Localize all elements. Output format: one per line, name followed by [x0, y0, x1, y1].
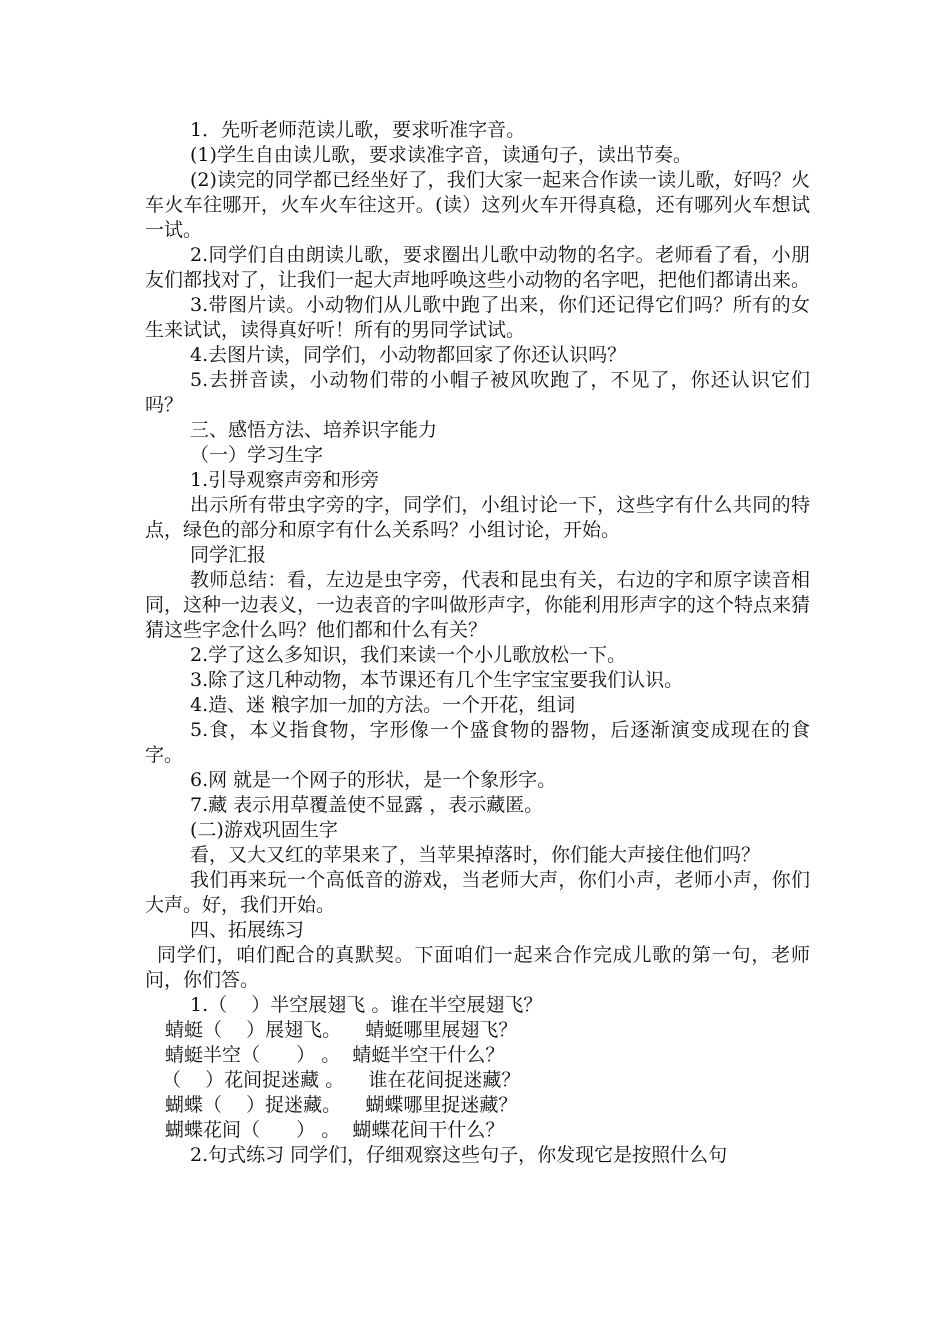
- paragraph: 2.同学们自由朗读儿歌，要求圈出儿歌中动物的名字。老师看了看，小朋友们都找对了，让我们一起大声地呼唤这些小动物的名字吧，把他们都请出来。: [145, 244, 811, 291]
- paragraph: 1．先听老师范读儿歌，要求听准字音。: [190, 119, 526, 141]
- paragraph: 教师总结：看，左边是虫字旁，代表和昆虫有关，右边的字和原字读音相同，这种一边表义，一边表音的字叫做形声字，你能利用形声字的这个特点来猜猜这些字念什么吗？他们都和什么有关？: [145, 569, 811, 641]
- section-heading: 三、感悟方法、培养识字能力: [190, 419, 438, 441]
- paragraph: 2.句式练习 同学们，仔细观察这些句子，你发现它是按照什么句: [190, 1144, 728, 1166]
- exercise-line: 蜻蜓（ ）展翅飞。 蜻蜓哪里展翅飞？: [165, 1019, 518, 1041]
- paragraph: 同学们，咱们配合的真默契。下面咱们一起来合作完成儿歌的第一句，老师问，你们答。: [145, 944, 810, 991]
- section-heading: 四、拓展练习: [190, 919, 305, 941]
- paragraph: 6.网 就是一个网子的形状，是一个象形字。: [190, 769, 557, 791]
- paragraph: 出示所有带虫字旁的字，同学们，小组讨论一下，这些字有什么共同的特点，绿色的部分和原字有什么关系吗？小组讨论，开始。: [145, 494, 810, 541]
- paragraph: 7.藏 表示用草覆盖使不显露 ，表示藏匿。: [190, 794, 544, 816]
- exercise-line: 蝴蝶（ ）捉迷藏。 蝴蝶哪里捉迷藏？: [165, 1094, 518, 1116]
- paragraph: 5.去拼音读，小动物们带的小帽子被风吹跑了，不见了，你还认识它们吗？: [145, 369, 810, 416]
- paragraph: (2)读完的同学都已经坐好了，我们大家一起来合作读一读儿歌，好吗？火车火车往哪开，火车火车往这开。(读）这列火车开得真稳，还有哪列火车想试一试。: [145, 169, 810, 241]
- paragraph: 我们再来玩一个高低音的游戏，当老师大声，你们小声，老师小声，你们大声。好，我们开始。: [145, 869, 810, 916]
- paragraph: 3.带图片读。小动物们从儿歌中跑了出来，你们还记得它们吗？所有的女生来试试，读得真好听！所有的男同学试试。: [145, 294, 810, 341]
- paragraph: (1)学生自由读儿歌，要求读准字音，读通句子，读出节奏。: [190, 144, 692, 166]
- exercise-line: 蜻蜓半空（ ） 。 蜻蜓半空干什么？: [165, 1044, 505, 1066]
- paragraph: 5.食，本义指食物，字形像一个盛食物的器物，后逐渐演变成现在的食字。: [145, 719, 810, 766]
- exercise-line: （ ）花间捉迷藏 。 谁在花间捉迷藏？: [162, 1069, 521, 1091]
- paragraph: 同学汇报: [190, 544, 267, 566]
- paragraph: 1.引导观察声旁和形旁: [190, 469, 380, 491]
- paragraph: 看，又大又红的苹果来了，当苹果掉落时，你们能大声接住他们吗？: [190, 844, 761, 866]
- exercise-line: 1.（ ）半空展翅飞 。谁在半空展翅飞？: [190, 994, 543, 1016]
- subsection-heading: （一）学习生字: [190, 444, 324, 466]
- document-page: [145, 118, 810, 1168]
- paragraph: 4.造、迷 粮字加一加的方法。一个开花，组词: [190, 694, 576, 716]
- subsection-heading: (二)游戏巩固生字: [190, 819, 338, 841]
- paragraph: 2.学了这么多知识，我们来读一个小儿歌放松一下。: [190, 644, 627, 666]
- exercise-line: 蝴蝶花间（ ） 。 蝴蝶花间干什么？: [165, 1119, 505, 1141]
- paragraph: 3.除了这几种动物，本节课还有几个生字宝宝要我们认识。: [190, 669, 684, 691]
- paragraph: 4.去图片读，同学们，小动物都回家了你还认识吗？: [190, 344, 627, 366]
